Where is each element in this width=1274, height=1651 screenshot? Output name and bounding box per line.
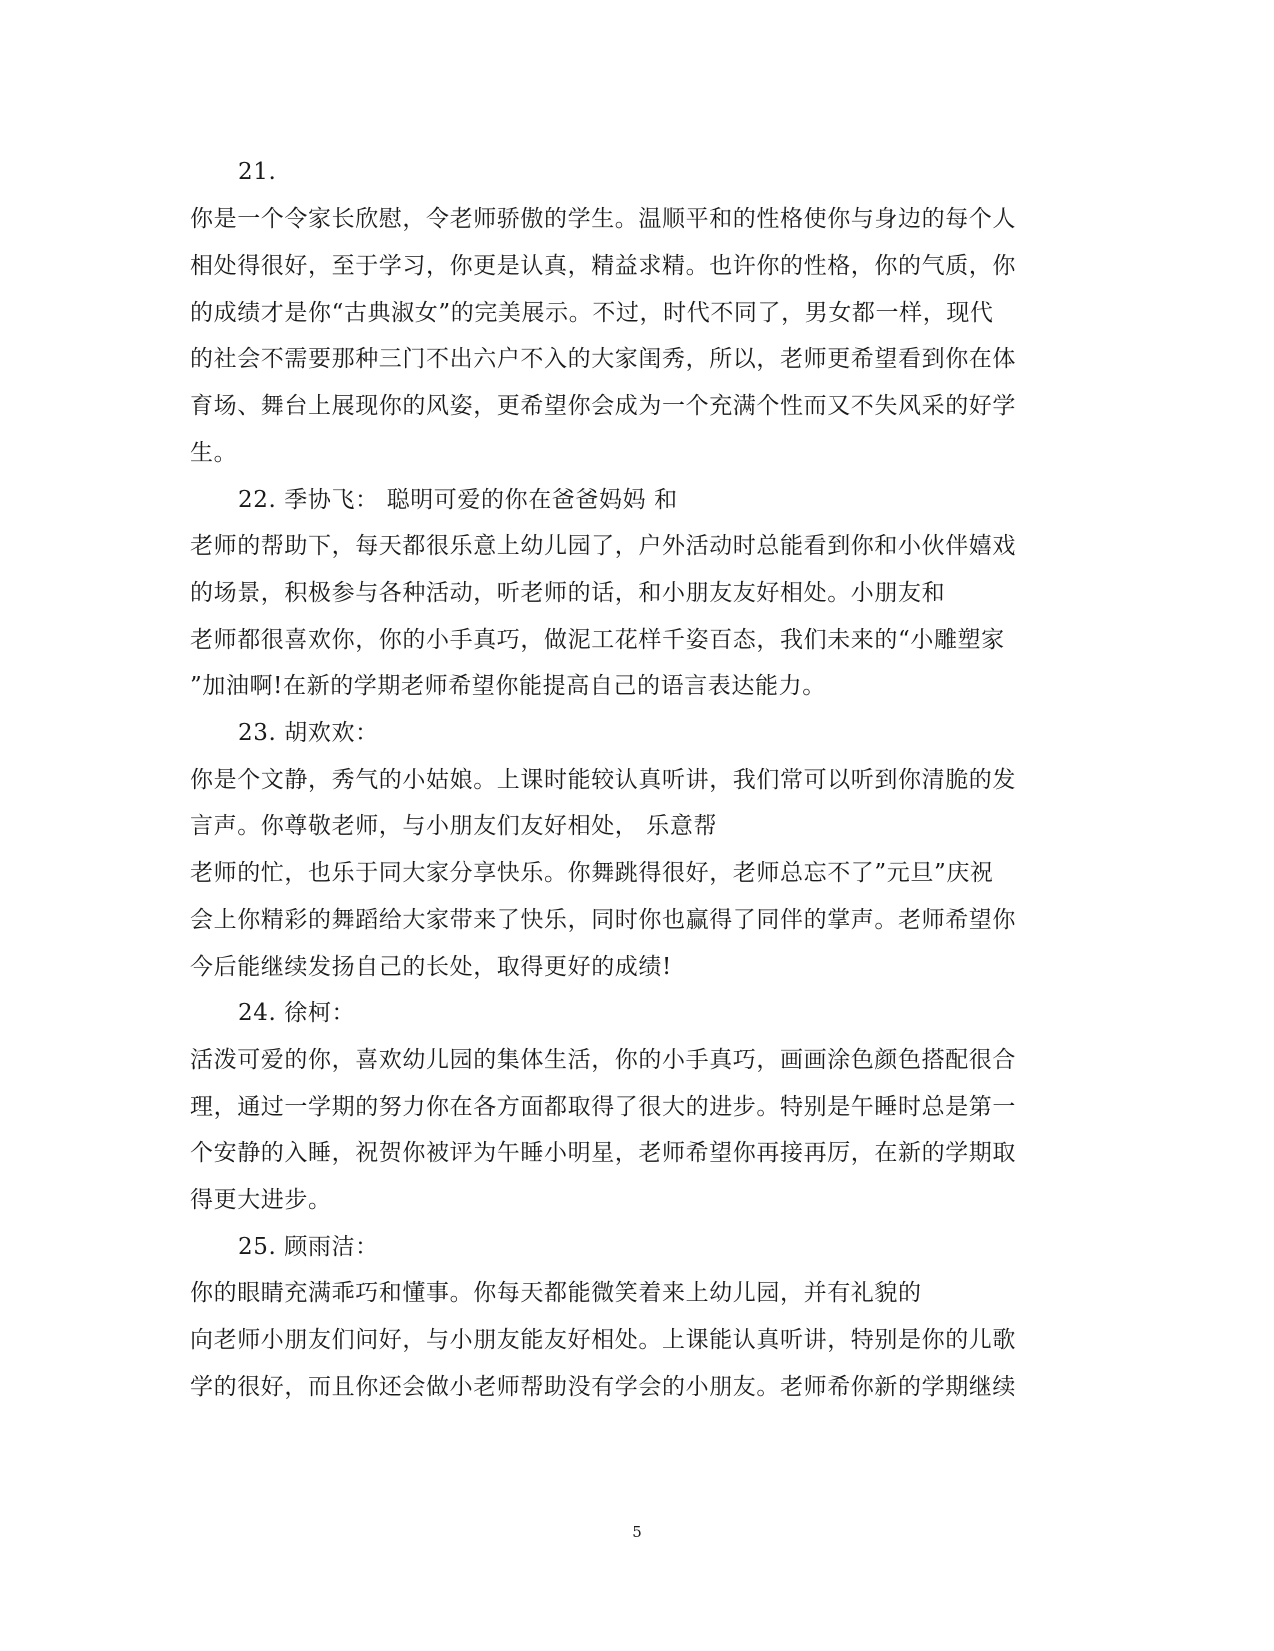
paragraph-line: 你是一个令家长欣慰，令老师骄傲的学生。温顺平和的性格使你与身边的每个人 xyxy=(190,206,1016,232)
paragraph-line: 老师的帮助下，每天都很乐意上幼儿园了，户外活动时总能看到你和小伙伴嬉戏 xyxy=(190,533,1016,559)
item-heading-24: 24. 徐柯： xyxy=(238,1000,356,1026)
paragraph-line: 学的很好，而且你还会做小老师帮助没有学会的小朋友。老师希你新的学期继续 xyxy=(190,1374,1016,1400)
paragraph-line: 育场、舞台上展现你的风姿，更希望你会成为一个充满个性而又不失风采的好学 xyxy=(190,393,1016,419)
paragraph-line: 你是个文静，秀气的小姑娘。上课时能较认真听讲，我们常可以听到你清脆的发 xyxy=(190,767,1016,793)
paragraph-line: 的场景，积极参与各种活动，听老师的话，和小朋友友好相处。小朋友和 xyxy=(190,580,946,606)
paragraph-line: 理，通过一学期的努力你在各方面都取得了很大的进步。特别是午睡时总是第一 xyxy=(190,1094,1016,1120)
item-heading-25: 25. 顾雨洁： xyxy=(238,1234,379,1260)
item-heading-21: 21. xyxy=(238,159,277,185)
paragraph-line: 会上你精彩的舞蹈给大家带来了快乐，同时你也赢得了同伴的掌声。老师希望你 xyxy=(190,907,1016,933)
paragraph-line: 你的眼睛充满乖巧和懂事。你每天都能微笑着来上幼儿园，并有礼貌的 xyxy=(190,1280,922,1306)
item-heading-23: 23. 胡欢欢： xyxy=(238,720,379,746)
paragraph-line: 向老师小朋友们问好，与小朋友能友好相处。上课能认真听讲，特别是你的儿歌 xyxy=(190,1327,1016,1353)
paragraph-line: 的成绩才是你“古典淑女”的完美展示。不过，时代不同了，男女都一样，现代 xyxy=(190,300,994,326)
paragraph-line: 今后能继续发扬自己的长处，取得更好的成绩! xyxy=(190,954,672,980)
paragraph-line: 言声。你尊敬老师，与小朋友们友好相处， 乐意帮 xyxy=(190,813,718,839)
paragraph-line: 相处得很好，至于学习，你更是认真，精益求精。也许你的性格，你的气质，你 xyxy=(190,253,1016,279)
paragraph-line: 老师都很喜欢你，你的小手真巧，做泥工花样千姿百态，我们未来的“小雕塑家 xyxy=(190,627,1005,653)
paragraph-line: 的社会不需要那种三门不出六户不入的大家闺秀，所以，老师更希望看到你在体 xyxy=(190,346,1016,372)
paragraph-line: ”加油啊!在新的学期老师希望你能提高自己的语言表达能力。 xyxy=(190,673,826,699)
page-number: 5 xyxy=(632,1523,642,1541)
paragraph-line: 个安静的入睡，祝贺你被评为午睡小明星，老师希望你再接再厉，在新的学期取 xyxy=(190,1140,1016,1166)
paragraph-line: 得更大进步。 xyxy=(190,1187,332,1213)
item-heading-22: 22. 季协飞： 聪明可爱的你在爸爸妈妈 和 xyxy=(238,487,678,513)
paragraph-line: 生。 xyxy=(190,440,238,466)
paragraph-line: 老师的忙，也乐于同大家分享快乐。你舞跳得很好，老师总忘不了”元旦”庆祝 xyxy=(190,860,994,886)
paragraph-line: 活泼可爱的你，喜欢幼儿园的集体生活，你的小手真巧，画画涂色颜色搭配很合 xyxy=(190,1047,1016,1073)
